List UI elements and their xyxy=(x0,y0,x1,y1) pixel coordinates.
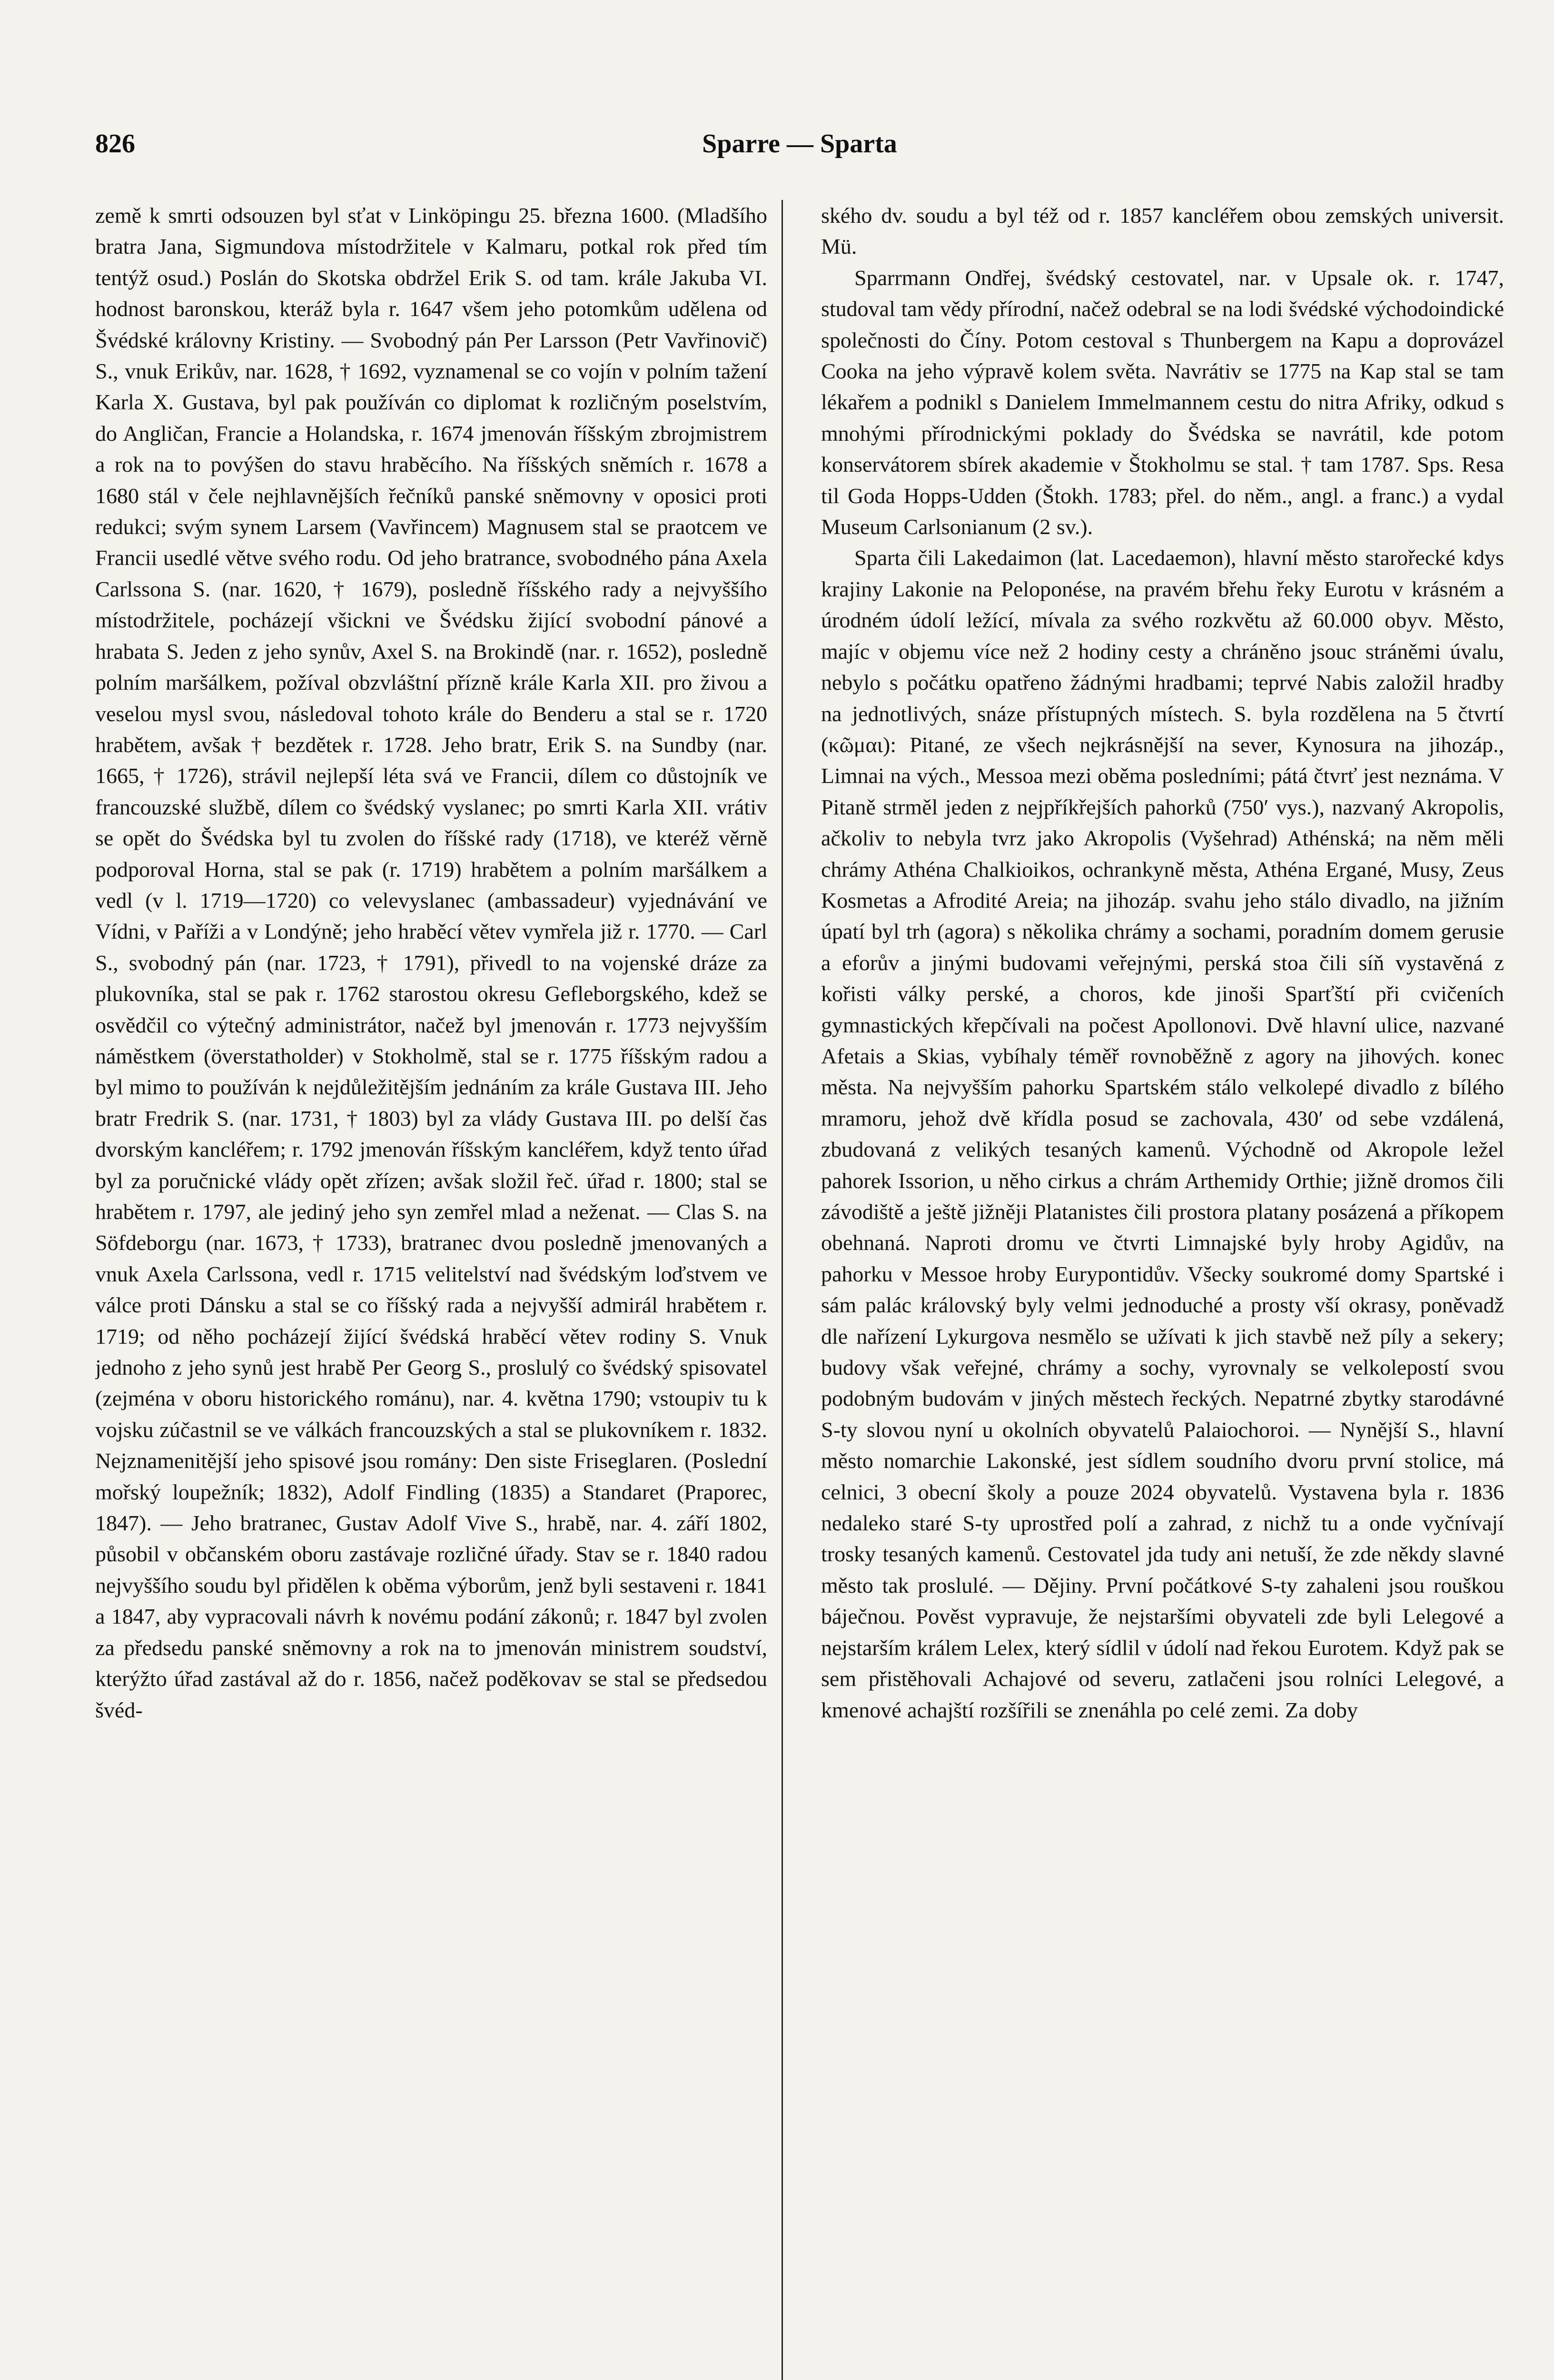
entry-paragraph: ského dv. soudu a byl též od r. 1857 kancléřem obou zemských universit. Mü. xyxy=(821,203,1504,259)
entry-paragraph: země k smrti odsouzen byl sťat v Linköpingu 25. března 1600. (Mladšího bratra Jana, Sigmundova místodržitele v Kalmaru, potkal rok před tím tentýž osud.) Poslán do Skotska obdržel Erik S. od tam. krále Jakuba VI. hodnost baronskou, kteráž byla r. 1647 všem jeho potomkům udělena od Švédské královny Kristiny. — Svobodný pán Per Larsson (Petr Vavřinovič) S., vnuk Erikův, nar. 1628, † 1692, vyznamenal se co vojín v polním tažení Karla X. Gustava, byl pak používán co diplomat k rozličným poselstvím, do Angličan, Francie a Holandska, r. 1674 jmenován říšským zbrojmistrem a rok na to povýšen do stavu hraběcího. Na říšských sněmích r. 1678 a 1680 stál v čele nejhlavnějších řečníků panské sněmovny v oposici proti redukci; svým synem Larsem (Vavřincem) Magnusem stal se praotcem ve Francii usedlé větve svého rodu. Od jeho bratrance, svobodného pána Axela Carlssona S. (nar. 1620, † 1679), posledně říšského rady a nejvyššího místodržitele, pocházejí všickni ve Švédsku žijící svobodní pánové a hrabata S. Jeden z jeho synův, Axel S. na Brokindě (nar. r. 1652), posledně polním maršálkem, požíval obzvláštní přízně krále Karla XII. pro živou a veselou mysl svou, následoval tohoto krále do Benderu a stal se r. 1720 hrabětem, avšak † bezdětek r. 1728. Jeho bratr, Erik S. na Sundby (nar. 1665, † 1726), strávil nejlepší léta svá ve Francii, dílem co důstojník ve francouzské službě, dílem co švédský vyslanec; po smrti Karla XII. vrátiv se opět do Švédska byl tu zvolen do říšské rady (1718), ve kteréž věrně podporoval Horna, stal se pak (r. 1719) hrabětem a polním maršálkem a vedl (v l. 1719—1720) co velevyslanec (ambassadeur) vyjednávání ve Vídni, v Paříži a v Londýně; jeho hraběcí větev vymřela již r. 1770. — Carl S., svobodný pán (nar. 1723, † 1791), přivedl to na vojenské dráze za plukovníka, stal se pak r. 1762 starostou okresu Gefleborgského, kdež se osvědčil co výtečný administrátor, načež byl jmenován r. 1773 nejvyšším náměstkem (överstatholder) v Stokholmě, stal se r. 1775 říšským radou a byl mimo to používán k nejdůležitějším jednáním za krále Gustava III. Jeho bratr Fredrik S. (nar. 1731, † 1803) byl za vlády Gustava III. po delší čas dvorským kancléřem; r. 1792 jmenován říšským kancléřem, když tento úřad byl za poručnické vlády opět zřízen; avšak složil řeč. úřad r. 1800; stal se hrabětem r. 1797, ale jediný jeho syn zemřel mlad a neženat. — Clas S. na Söfdeborgu (nar. 1673, † 1733), bratranec dvou posledně jmenovaných a vnuk Axela Carlssona, vedl r. 1715 velitelství nad švédským loďstvem ve válce proti Dánsku a stal se co říšský rada a nejvyšší admirál hrabětem r. 1719; od něho pocházejí žijící švédská hraběcí větev rodiny S. Vnuk jednoho z jeho synů jest hrabě Per Georg S., proslulý co švédský spisovatel (zejména v oboru historického románu), nar. 4. května 1790; vstoupiv tu k vojsku zúčastnil se ve válkách francouzských a stal se plukovníkem r. 1832. Nejznamenitější jeho spisové jsou romány: Den siste Friseglaren. (Poslední mořský loupežník; 1832), Adolf Findling (1835) a Standaret (Praporec, 1847). — Jeho bratranec, Gustav Adolf Vive S., hrabě, nar. 4. září 1802, působil v občanském oboru zastávaje rozličné úřady. Stav se r. 1840 radou nejvyššího soudu byl přidělen k oběma výborům, jenž byli sestaveni r. 1841 a 1847, aby vypracovali návrh k novému podání zákonů; r. 1847 byl zvolen za předsedu panské sněmovny a rok na to jmenován ministrem soudství, kterýžto úřad zastával až do r. 1856, načež poděkovav se stal se předsedou švéd- xyxy=(95,203,767,1722)
right-column xyxy=(816,200,1504,2380)
left-column xyxy=(95,200,783,2380)
entry-sparta: Sparta čili Lakedaimon (lat. Lacedaemon), hlavní město starořecké kdys krajiny Lakonie na Peloponése, na pravém břehu řeky Eurotu v krásném a úrodném údolí ležící, mívala za svého rozkvětu až 60.000 obyv. Město, majíc v objemu více než 2 hodiny cesty a chráněno jsouc stráněmi úvalu, nebylo s počátku opatřeno žádnými hradbami; teprvé Nabis založil hradby na jednotlivých, snáze přístupných místech. S. byla rozdělena na 5 čtvrtí (κῶμαι): Pitané, ze všech nejkrásnější na sever, Kynosura na jihozáp., Limnai na vých., Messoa mezi oběma posledními; pátá čtvrť jest neznáma. V Pitaně strměl jeden z nejpříkřejších pahorků (750′ vys.), nazvaný Akropolis, ačkoliv to nebyla tvrz jako Akropolis (Vyšehrad) Athénská; na něm měli chrámy Athéna Chalkioikos, ochrankyně města, Athéna Ergané, Musy, Zeus Kosmetas a Afrodité Areia; na jihozáp. svahu jeho stálo divadlo, na jižním úpatí byl trh (agora) s několika chrámy a sochami, poradním domem gerusie a eforův a jinými budovami veřejnými, perská stoa čili síň vystavěná z kořisti války perské, a choros, kde jinoši Sparťští při cvičeních gymnastických křepčívali na počest Apollonovi. Dvě hlavní ulice, nazvané Afetais a Skias, vybíhaly téměř rovnoběžně z agory na jihových. konec města. Na nejvyšším pahorku Spartském stálo velkolepé divadlo z bílého mramoru, jehož dvě křídla posud se zachovala, 430′ od sebe vzdálená, zbudovaná z velikých tesaných kamenů. Východně od Akropole ležel pahorek Issorion, u něho cirkus a chrám Arthemidy Orthie; jižně dromos čili závodiště a ještě jižněji Platanistes čili prostora platany posázená a příkopem obehnaná. Naproti dromu ve čtvrti Limnajské byly hroby Agidův, na pahorku v Messoe hroby Eurypontidův. Všecky soukromé domy Spartské i sám palác královský byly velmi jednoduché a prosty vší okrasy, poněvadž dle nařízení Lykurgova nesmělo se užívati k jich stavbě než píly a sekery; budovy však veřejné, chrámy a sochy, vyrovnaly se velkolepostí svou podobným budovám v jiných městech řeckých. Nepatrné zbytky starodávné S-ty slovou nyní u okolních obyvatelů Palaiochoroi. — Nynější S., hlavní město nomarchie Lakonské, jest sídlem soudního dvoru první stolice, má celnici, 3 obecní školy a pouze 2024 obyvatelů. Vystavena byla r. 1836 nedaleko staré S-ty uprostřed polí a zahrad, z nichž tu a onde vyčnívají trosky tesaných kamenů. Cestovatel jda tudy ani netuší, že zde někdy slavné město tak proslulé. — Dějiny. První počátkové S-ty zahaleni jsou rouškou báječnou. Pověst vypravuje, že nejstaršími obyvateli zde byli Lelegové a nejstarším králem Lelex, který sídlil v údolí nad řekou Eurotem. Když pak se sem přistěhovali Achajové od severu, zatlačeni jsou rolníci Lelegové, a kmenové achajští rozšířili se znenáhla po celé zemi. Za doby xyxy=(821,545,1504,1722)
entry-sparrmann: Sparrmann Ondřej, švédský cestovatel, nar. v Upsale ok. r. 1747, studoval tam vědy přírodní, načež odebral se na lodi švédské východoindické společnosti do Číny. Potom cestoval s Thunbergem na Kapu a doprovázel Cooka na jeho výpravě kolem světa. Navrátiv se 1775 na Kap stal se tam lékařem a podnikl s Danielem Immelmannem cestu do nitra Afriky, odkud s mnohými přírodnickými poklady do Švédska se navrátil, kde potom konservátorem sbírek akademie v Štokholmu se stal. † tam 1787. Sps. Resa til Goda Hopps-Udden (Štokh. 1783; přel. do něm., angl. a franc.) a vydal Museum Carlsonianum (2 sv.). xyxy=(821,265,1504,539)
running-head: Sparre — Sparta xyxy=(702,129,897,159)
page-number: 826 xyxy=(95,129,135,159)
text-columns xyxy=(95,200,1504,2380)
page-header xyxy=(95,129,1504,171)
